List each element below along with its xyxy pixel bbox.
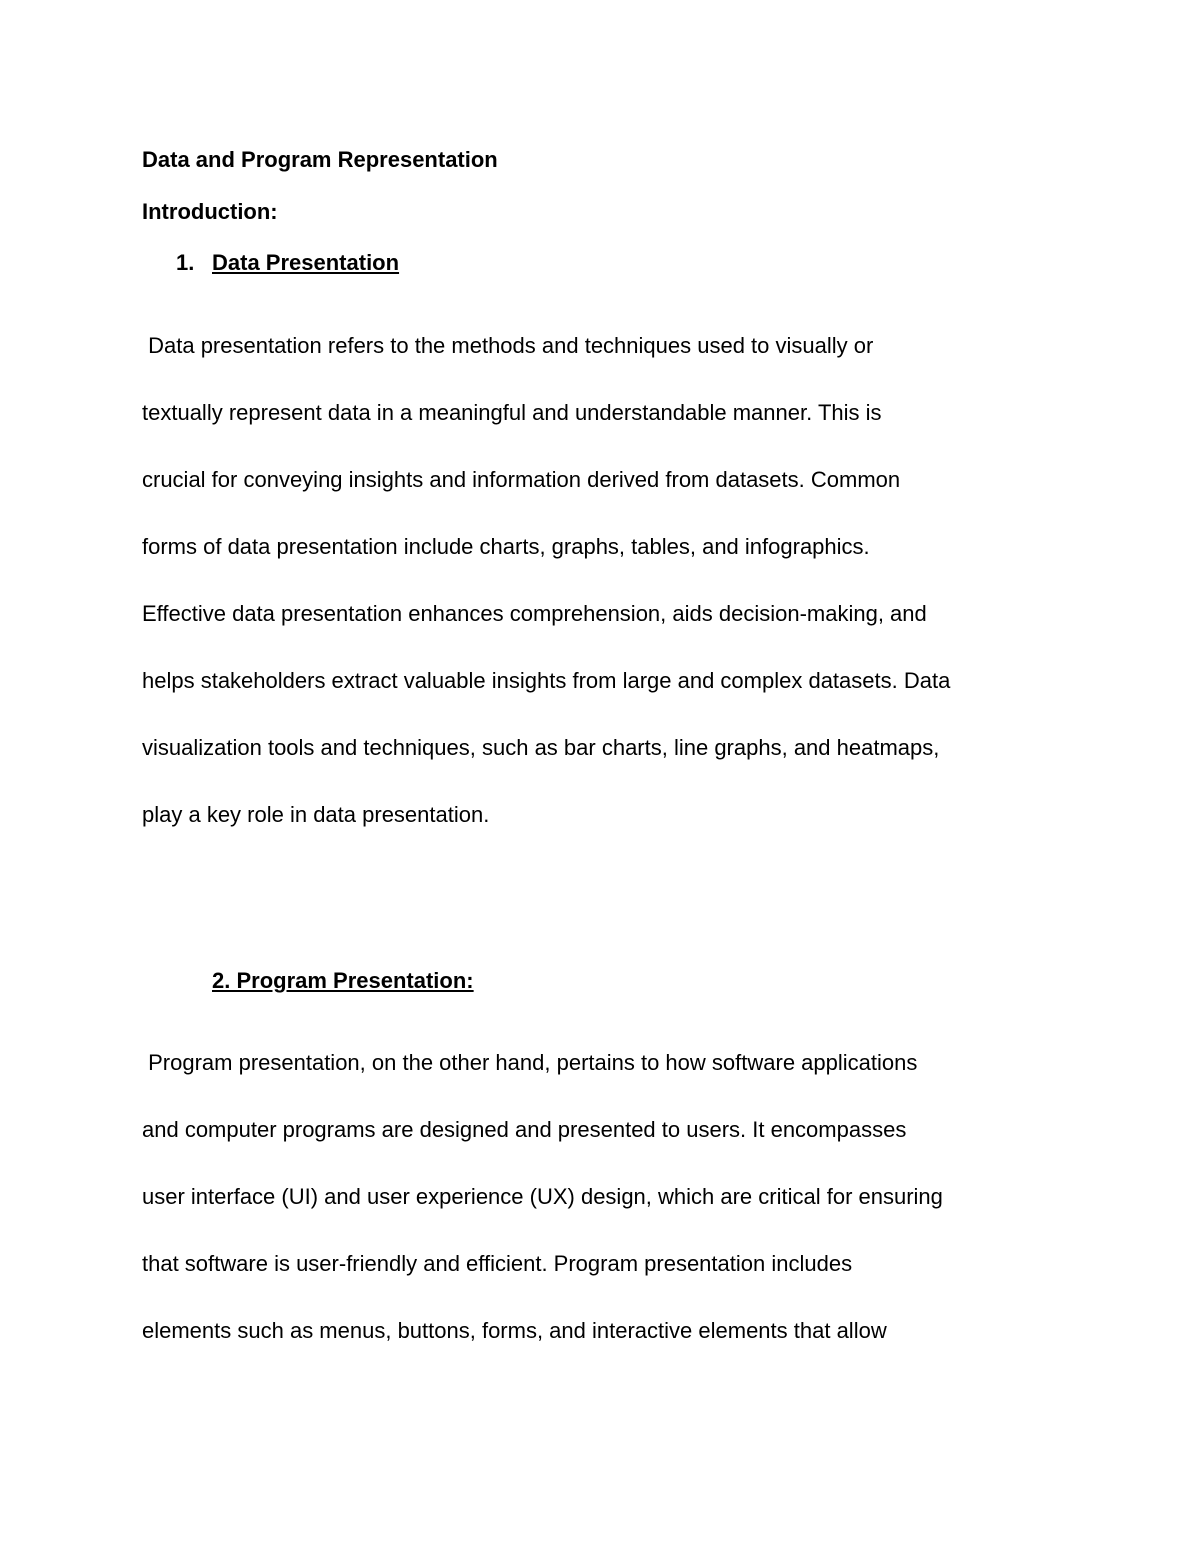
section-1-title: Data Presentation (212, 250, 400, 275)
paragraph-line: Effective data presentation enhances comprehension, aids decision-making, and (142, 601, 927, 626)
paragraph-line: textually represent data in a meaningful and understandable manner. This is (142, 400, 882, 425)
section-1-heading (176, 249, 399, 277)
paragraph-line: that software is user-friendly and efficient. Program presentation includes (142, 1251, 853, 1276)
section-1-number: 1. (176, 250, 195, 275)
paragraph-line: user interface (UI) and user experience (UX) design, which are critical for ensuring (142, 1184, 943, 1209)
paragraph-line: Data presentation refers to the methods and techniques used to visually or (142, 333, 874, 358)
section-1-paragraph (142, 312, 1072, 848)
paragraph-line: play a key role in data presentation. (142, 802, 490, 827)
introduction-label: Introduction: (142, 199, 278, 224)
paragraph-line: Program presentation, on the other hand, pertains to how software applications (142, 1050, 918, 1075)
section-2-title: 2. Program Presentation: (212, 968, 474, 993)
paragraph-line: visualization tools and techniques, such as bar charts, line graphs, and heatmaps, (142, 735, 940, 760)
section-2-paragraph (142, 1029, 1072, 1364)
paragraph-line: and computer programs are designed and presented to users. It encompasses (142, 1117, 907, 1142)
document-title: Data and Program Representation (142, 147, 498, 172)
paragraph-line: crucial for conveying insights and information derived from datasets. Common (142, 467, 901, 492)
paragraph-line: forms of data presentation include charts, graphs, tables, and infographics. (142, 534, 870, 559)
section-2-heading (212, 967, 474, 995)
paragraph-line: helps stakeholders extract valuable insights from large and complex datasets. Data (142, 668, 951, 693)
paragraph-line: elements such as menus, buttons, forms, and interactive elements that allow (142, 1318, 887, 1343)
